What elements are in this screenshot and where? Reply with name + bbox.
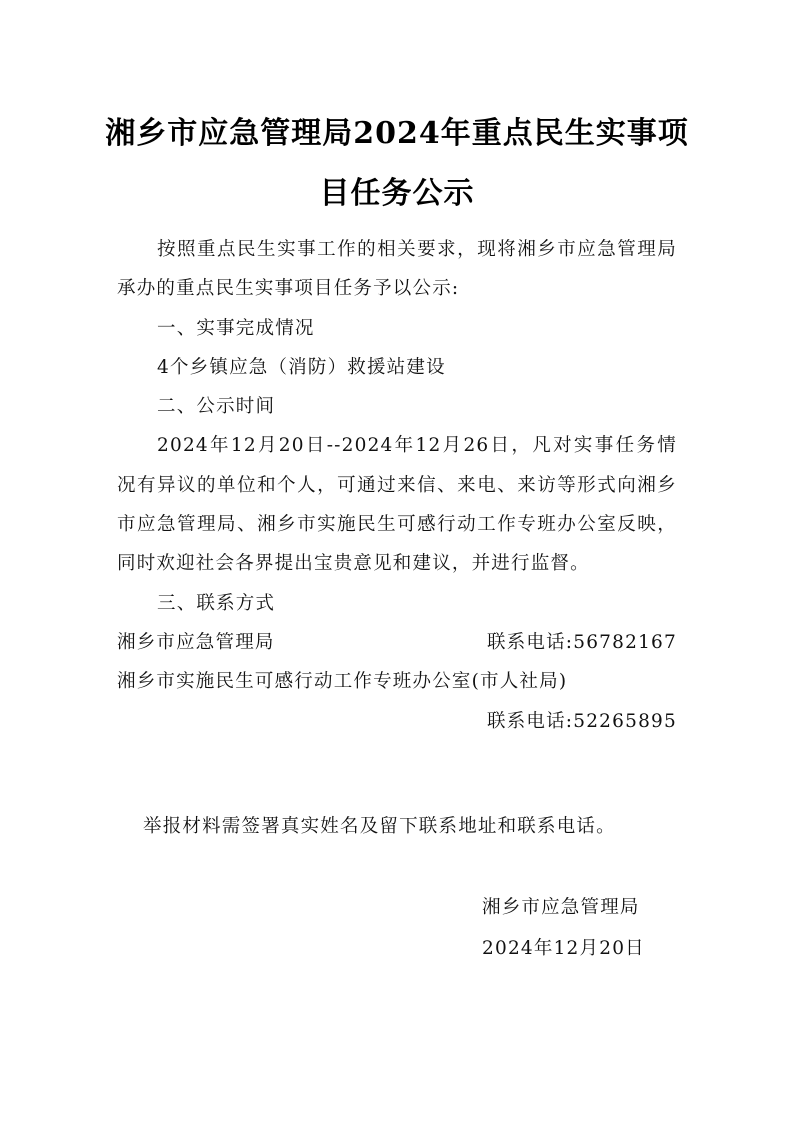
contact-org-1: 湘乡市应急管理局 [117,631,275,653]
section1-heading: 一、实事完成情况 [157,317,315,339]
intro-line-1: 按照重点民生实事工作的相关要求，现将湘乡市应急管理局 [157,239,677,260]
contact-phone-1: 联系电话:56782167 [487,631,677,653]
section2-heading: 二、公示时间 [157,396,276,418]
document-body [117,230,677,741]
contact-phone-2: 联系电话:52265895 [487,710,677,732]
section2-line-2: 况有异议的单位和个人，可通过来信、来电、来访等形式向湘乡 [117,474,677,496]
section2-line-4: 同时欢迎社会各界提出宝贵意见和建议，并进行监督。 [117,553,590,575]
signature-org: 湘乡市应急管理局 [482,897,640,918]
section2-line-1: 2024年12月20日--2024年12月26日，凡对实事任务情 [157,435,677,457]
contact-row-1 [117,623,677,662]
contact-org-2: 湘乡市实施民生可感行动工作专班办公室(市人社局) [117,671,568,693]
signature-date: 2024年12月20日 [482,938,645,959]
section2-line-3: 市应急管理局、湘乡市实施民生可感行动工作专班办公室反映， [117,514,677,536]
title-line-2: 目任务公示 [319,176,475,211]
section3-heading: 三、联系方式 [157,592,276,614]
signature-block [482,887,645,969]
section1-content: 4个乡镇应急（消防）救援站建设 [157,356,446,378]
title-line-1: 湘乡市应急管理局2024年重点民生实事项 [105,116,689,151]
report-note: 举报材料需签署真实姓名及留下联系地址和联系电话。 [143,816,616,837]
intro-line-2: 承办的重点民生实事项目任务予以公示: [117,278,460,300]
